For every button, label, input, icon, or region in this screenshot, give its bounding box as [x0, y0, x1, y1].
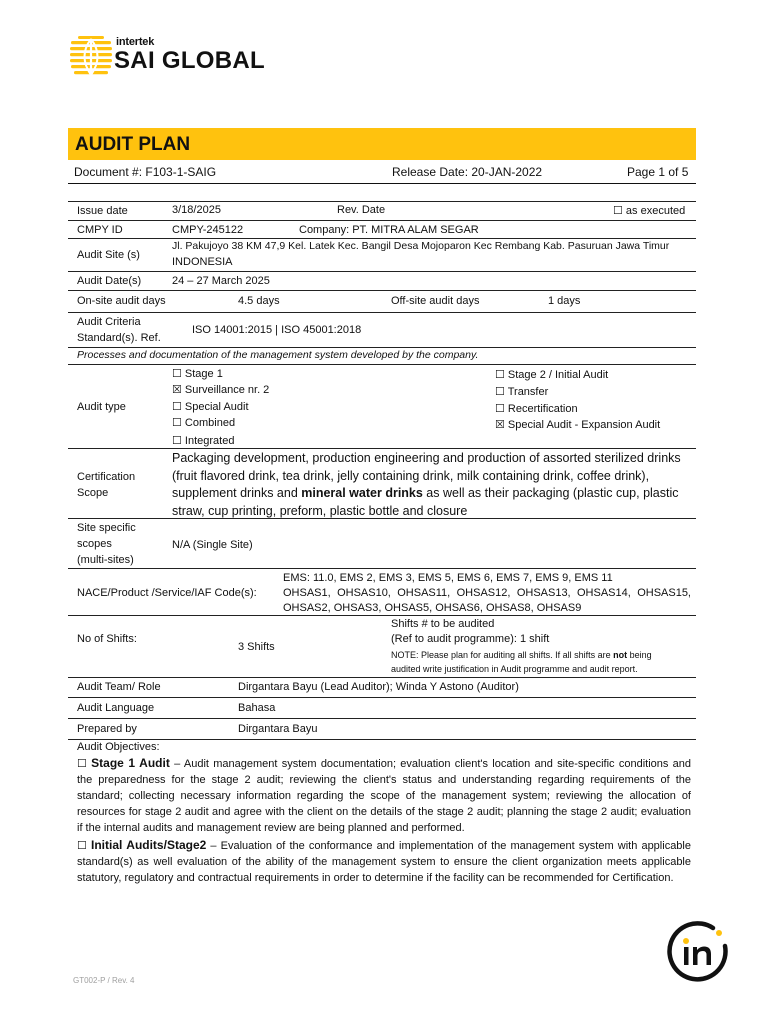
scope-label-line2: Scope: [77, 487, 109, 499]
document-number: Document #: F103-1-SAIG: [74, 165, 217, 179]
onsite-days-value: 4.5 days: [238, 295, 280, 307]
scope-label-line1: Certification: [77, 471, 136, 483]
certification-scope-text: Packaging development, production engineering and production of assorted sterilized drinks (fruit flavored drink, tea drink, jelly containing drink, milk containing drink, coffee drink), supplement drinks and mineral water drinks as well as their packaging (plastic cup, plastic straw, cup printing, preform, plastic bottle and closure: [172, 451, 681, 518]
row-divider: [68, 677, 696, 678]
site-specific-label-line1: Site specific: [77, 522, 136, 534]
cmpy-id-label: CMPY ID: [77, 224, 123, 236]
issue-date-value: 3/18/2025: [172, 204, 221, 216]
site-specific-value: N/A (Single Site): [172, 539, 253, 551]
intertek-circle-logo-icon: [667, 920, 729, 982]
audit-type-transfer[interactable]: ☐ Transfer: [495, 386, 549, 398]
stage2-checkbox[interactable]: ☐: [77, 840, 91, 852]
audit-type-expansion[interactable]: ☒ Special Audit - Expansion Audit: [495, 419, 661, 431]
processes-note: Processes and documentation of the management system developed by the company.: [77, 349, 479, 361]
criteria-label-line2: Standard(s). Ref.: [77, 332, 161, 344]
row-divider: [68, 364, 696, 365]
shifts-to-audit: Shifts # to be audited: [391, 618, 495, 630]
offsite-days-label: Off-site audit days: [391, 295, 480, 307]
nace-label: NACE/Product /Service/IAF Code(s):: [77, 587, 257, 599]
audit-site-line1: Jl. Pakujoyo 38 KM 47,9 Kel. Latek Kec. Bangil Desa Mojoparon Kec Rembang Kab. Pasuruan Jawa Timur: [172, 240, 670, 252]
audit-type-stage2[interactable]: ☐ Stage 2 / Initial Audit: [495, 369, 609, 381]
company-name: Company: PT. MITRA ALAM SEGAR: [299, 224, 479, 236]
stage2-objective: [77, 837, 691, 886]
rev-date-label: Rev. Date: [337, 204, 386, 216]
sai-global-logo: [70, 33, 280, 83]
footer-code: GT002-P / Rev. 4: [73, 976, 135, 985]
shifts-ref: (Ref to audit programme): 1 shift: [391, 633, 550, 645]
stage2-title: Initial Audits/Stage2: [90, 838, 207, 852]
scope-bold-phrase: mineral water drinks: [301, 486, 423, 500]
logo-small-text: intertek: [116, 36, 155, 48]
prepared-by-label: Prepared by: [77, 723, 137, 735]
row-divider: [68, 568, 696, 569]
row-divider: [68, 290, 696, 291]
row-divider: [68, 615, 696, 616]
shifts-value: 3 Shifts: [238, 641, 275, 653]
audit-team-value: Dirgantara Bayu (Lead Auditor); Winda Y Astono (Auditor): [238, 681, 519, 693]
offsite-days-value: 1 days: [548, 295, 581, 307]
stage1-title: Stage 1 Audit: [91, 756, 170, 770]
row-divider: [68, 220, 696, 221]
stage1-checkbox[interactable]: ☐: [77, 758, 92, 770]
audit-language-value: Bahasa: [238, 702, 276, 714]
table-top-border: [68, 201, 696, 202]
audit-type-stage1[interactable]: ☐ Stage 1: [172, 368, 223, 380]
row-divider: [68, 312, 696, 313]
criteria-label-line1: Audit Criteria: [77, 316, 141, 328]
audit-site-line2: INDONESIA: [172, 256, 233, 268]
criteria-value: ISO 14001:2015 | ISO 45001:2018: [192, 324, 362, 336]
shifts-note-line2: audited write justification in Audit programme and audit report.: [391, 664, 638, 674]
issue-date-label: Issue date: [77, 205, 128, 217]
row-divider: [68, 697, 696, 698]
audit-plan-banner: [68, 128, 696, 160]
cmpy-id-value: CMPY-245122: [172, 224, 244, 236]
row-divider: [68, 448, 696, 449]
site-specific-label-line2: scopes: [77, 538, 112, 550]
audit-objectives-title: Audit Objectives:: [77, 741, 160, 753]
audit-type-combined[interactable]: ☐ Combined: [172, 417, 236, 429]
audit-dates-value: 24 – 27 March 2025: [172, 275, 270, 287]
audit-type-integrated[interactable]: ☐ Integrated: [172, 435, 235, 447]
nace-line2: OHSAS1, OHSAS10, OHSAS11, OHSAS12, OHSAS13, OHSAS14, OHSAS15,: [283, 587, 691, 599]
audit-team-label: Audit Team/ Role: [77, 681, 161, 693]
audit-type-special[interactable]: ☐ Special Audit: [172, 401, 249, 413]
row-divider: [68, 718, 696, 719]
onsite-days-label: On-site audit days: [77, 295, 166, 307]
divider: [68, 183, 696, 184]
row-divider: [68, 271, 696, 272]
audit-language-label: Audit Language: [77, 702, 155, 714]
sun-logo-icon: [70, 35, 112, 77]
document-title: AUDIT PLAN: [75, 134, 191, 155]
logo-big-text: SAI GLOBAL: [114, 47, 265, 74]
nace-line1: EMS: 11.0, EMS 2, EMS 3, EMS 5, EMS 6, EMS 7, EMS 9, EMS 11: [283, 572, 613, 584]
site-specific-label-line3: (multi-sites): [77, 554, 134, 566]
stage2-text: – Evaluation of the conformance and implementation of the management system with applicable standard(s) as well evaluation of the ability of the management system to ensure the client organization meets applicable statutory, regulatory and contractual requirements in order to determine if the facility can be recommended for Certification.: [77, 840, 691, 884]
row-divider: [68, 739, 696, 740]
as-executed-checkbox[interactable]: ☐ as executed: [613, 205, 686, 217]
audit-type-recertification[interactable]: ☐ Recertification: [495, 403, 578, 415]
audit-site-label: Audit Site (s): [77, 249, 140, 261]
shifts-note-line1: NOTE: Please plan for auditing all shifts. If all shifts are not being: [391, 650, 652, 660]
shifts-label: No of Shifts:: [77, 633, 137, 645]
document-info-line: [68, 162, 696, 182]
release-date: Release Date: 20-JAN-2022: [392, 165, 543, 179]
nace-line3: OHSAS2, OHSAS3, OHSAS5, OHSAS6, OHSAS8, OHSAS9: [283, 602, 582, 614]
prepared-by-value: Dirgantara Bayu: [238, 723, 318, 735]
audit-dates-label: Audit Date(s): [77, 275, 142, 287]
stage1-text: – Audit management system documentation; evaluation client's location and site-specific conditions and the preparedness for the stage 2 audit; reviewing the client's status and understanding regarding requirements of the standard; collecting necessary information regarding the scope of the management system; reviewing the allocation of resources for stage 2 audit and agree with the client on the details of the stage 2 audit; planning the stage 2 audit; evaluation if the internal audits and management review are being planned and performed.: [77, 758, 691, 834]
audit-type-label: Audit type: [77, 401, 126, 413]
stage1-objective: [77, 755, 691, 836]
audit-type-surveillance[interactable]: ☒ Surveillance nr. 2: [172, 384, 270, 396]
page-indicator: Page 1 of 5: [627, 165, 689, 179]
